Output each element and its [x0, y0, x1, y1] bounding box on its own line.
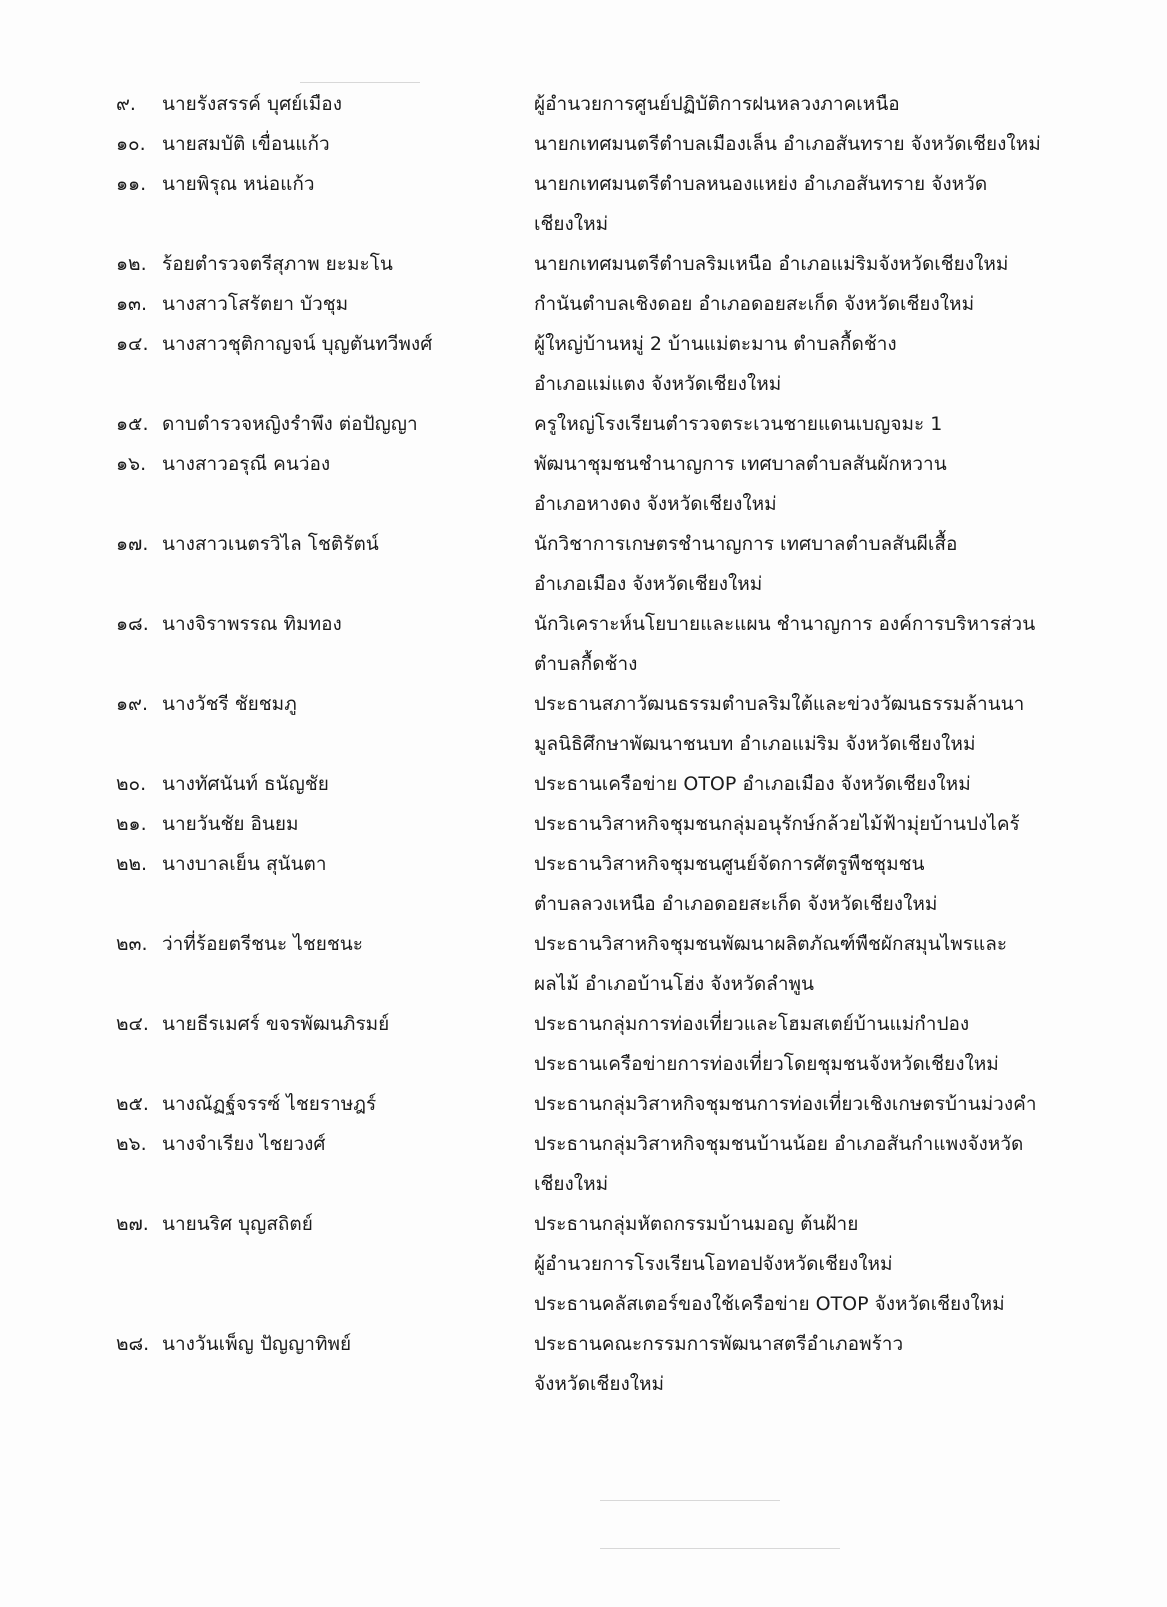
member-name: นางทัศนันท์ ธนัญชัย	[162, 773, 329, 795]
member-entry	[116, 924, 1076, 1004]
member-position	[534, 444, 1074, 524]
position-line: นายกเทศมนตรีตำบลหนองแหย่ง อำเภอสันทราย จังหวัด	[534, 173, 988, 195]
member-position	[534, 284, 1074, 324]
member-position	[534, 1204, 1074, 1324]
member-name: นางสาวโสรัตยา บัวชุม	[162, 293, 349, 315]
entry-number: ๑๑.	[116, 173, 147, 195]
member-position	[534, 924, 1074, 1004]
entry-number: ๑๗.	[116, 533, 149, 555]
position-line: พัฒนาชุมชนชำนาญการ เทศบาลตำบลสันผักหวาน	[534, 453, 947, 475]
member-position	[534, 1084, 1074, 1124]
position-line: อำเภอแม่แตง จังหวัดเชียงใหม่	[534, 373, 782, 395]
position-line: ตำบลลวงเหนือ อำเภอดอยสะเก็ด จังหวัดเชียงใหม่	[534, 893, 938, 915]
position-line: อำเภอหางดง จังหวัดเชียงใหม่	[534, 493, 777, 515]
member-name: นางวัชรี ชัยชมภู	[162, 693, 297, 715]
entry-number: ๒๐.	[116, 773, 147, 795]
position-line: ประธานวิสาหกิจชุมชนพัฒนาผลิตภัณฑ์พืชผักสมุนไพรและ	[534, 933, 1008, 955]
member-name: นายนริศ บุญสถิตย์	[162, 1213, 313, 1235]
position-line: ประธานกลุ่มการท่องเที่ยวและโฮมสเตย์บ้านแม่กำปอง	[534, 1013, 970, 1035]
member-entry	[116, 1204, 1076, 1324]
position-line: เชียงใหม่	[534, 1173, 609, 1195]
position-line: ผลไม้ อำเภอบ้านโฮ่ง จังหวัดลำพูน	[534, 973, 815, 995]
member-entry	[116, 124, 1076, 164]
position-line: ประธานกลุ่มหัตถกรรมบ้านมอญ ต้นฝ้าย	[534, 1213, 859, 1235]
entry-number: ๑๕.	[116, 413, 149, 435]
member-name: นางสาวชุติกาญจน์ บุญตันทวีพงศ์	[162, 333, 433, 355]
member-entry	[116, 604, 1076, 684]
position-line: นักวิเคราะห์นโยบายและแผน ชำนาญการ องค์การบริหารส่วน	[534, 613, 1036, 635]
member-position	[534, 124, 1074, 164]
member-entry	[116, 84, 1076, 124]
position-line: ประธานคณะกรรมการพัฒนาสตรีอำเภอพร้าว	[534, 1333, 904, 1355]
entry-number: ๑๖.	[116, 453, 147, 475]
position-line: ประธานกลุ่มวิสาหกิจชุมชนบ้านน้อย อำเภอสันกำแพงจังหวัด	[534, 1133, 1024, 1155]
position-line: ผู้ใหญ่บ้านหมู่ 2 บ้านแม่ตะมาน ตำบลกื้ดช้าง	[534, 333, 897, 355]
member-name: นางจำเรียง ไชยวงศ์	[162, 1133, 326, 1155]
position-line: ประธานคลัสเตอร์ของใช้เครือข่าย OTOP จังหวัดเชียงใหม่	[534, 1293, 1005, 1315]
member-entry	[116, 684, 1076, 764]
member-name: นายรังสรรค์ บุศย์เมือง	[162, 93, 342, 115]
member-name: ดาบตำรวจหญิงรำพึง ต่อปัญญา	[162, 413, 418, 435]
position-line: ผู้อำนวยการโรงเรียนโอทอปจังหวัดเชียงใหม่	[534, 1253, 893, 1275]
member-position	[534, 804, 1074, 844]
member-name: นางบาลเย็น สุนันตา	[162, 853, 327, 875]
member-position	[534, 404, 1074, 444]
entry-number: ๒๗.	[116, 1213, 149, 1235]
member-name: ว่าที่ร้อยตรีชนะ ไชยชนะ	[162, 933, 363, 955]
member-position	[534, 1324, 1074, 1404]
position-line: ประธานวิสาหกิจชุมชนกลุ่มอนุรักษ์กล้วยไม้ฟ้ามุ่ยบ้านปงไคร้	[534, 813, 1020, 835]
position-line: ประธานสภาวัฒนธรรมตำบลริมใต้และข่วงวัฒนธรรมล้านนา	[534, 693, 1025, 715]
entry-number: ๑๙.	[116, 693, 149, 715]
member-position	[534, 244, 1074, 284]
position-line: มูลนิธิศึกษาพัฒนาชนบท อำเภอแม่ริม จังหวัดเชียงใหม่	[534, 733, 976, 755]
member-position	[534, 324, 1074, 404]
member-name: นางณัฏฐ์จรรซ์ ไชยราษฎร์	[162, 1093, 377, 1115]
entry-number: ๑๐.	[116, 133, 146, 155]
member-entry	[116, 844, 1076, 924]
member-entry	[116, 1324, 1076, 1404]
member-name: ร้อยตำรวจตรีสุภาพ ยะมะโน	[162, 253, 393, 275]
member-name: นายวันชัย อินยม	[162, 813, 299, 835]
member-entry	[116, 1004, 1076, 1084]
member-name: นางสาวเนตรวิไล โชติรัตน์	[162, 533, 379, 555]
position-line: นายกเทศมนตรีตำบลเมืองเล็น อำเภอสันทราย จังหวัดเชียงใหม่	[534, 133, 1041, 155]
position-line: ประธานเครือข่ายการท่องเที่ยวโดยชุมชนจังหวัดเชียงใหม่	[534, 1053, 999, 1075]
member-name: นายธีรเมศร์ ขจรพัฒนภิรมย์	[162, 1013, 390, 1035]
member-name: นางวันเพ็ญ ปัญญาทิพย์	[162, 1333, 352, 1355]
position-line: ประธานกลุ่มวิสาหกิจชุมชนการท่องเที่ยวเชิงเกษตรบ้านม่วงคำ	[534, 1093, 1037, 1115]
member-entry	[116, 164, 1076, 244]
position-line: กำนันตำบลเชิงดอย อำเภอดอยสะเก็ด จังหวัดเชียงใหม่	[534, 293, 975, 315]
position-line: นายกเทศมนตรีตำบลริมเหนือ อำเภอแม่ริมจังหวัดเชียงใหม่	[534, 253, 1009, 275]
member-entry	[116, 1084, 1076, 1124]
member-entry	[116, 244, 1076, 284]
scan-artifact	[600, 1500, 780, 1501]
member-name: นางสาวอรุณี คนว่อง	[162, 453, 331, 475]
position-line: ประธานเครือข่าย OTOP อำเภอเมือง จังหวัดเชียงใหม่	[534, 773, 971, 795]
entry-number: ๒๒.	[116, 853, 148, 875]
entry-number: ๑๓.	[116, 293, 148, 315]
position-line: ตำบลกื้ดช้าง	[534, 653, 638, 675]
member-position	[534, 84, 1074, 124]
position-line: นักวิชาการเกษตรชำนาญการ เทศบาลตำบลสันผีเสื้อ	[534, 533, 958, 555]
member-position	[534, 684, 1074, 764]
member-position	[534, 844, 1074, 924]
scan-artifact	[600, 1548, 840, 1549]
entry-number: ๒๔.	[116, 1013, 149, 1035]
member-name: นางจิราพรรณ ทิมทอง	[162, 613, 342, 635]
entry-number: ๑๔.	[116, 333, 149, 355]
position-line: ครูใหญ่โรงเรียนตำรวจตระเวนชายแดนเบญจมะ 1	[534, 413, 943, 435]
member-name: นายพิรุณ หน่อแก้ว	[162, 173, 315, 195]
position-line: เชียงใหม่	[534, 213, 609, 235]
entry-number: ๒๘.	[116, 1333, 150, 1355]
entry-number: ๒๑.	[116, 813, 147, 835]
position-line: ประธานวิสาหกิจชุมชนศูนย์จัดการศัตรูพืชชุมชน	[534, 853, 925, 875]
member-position	[534, 164, 1074, 244]
entry-number: ๙.	[116, 93, 136, 115]
member-name: นายสมบัติ เขื่อนแก้ว	[162, 133, 330, 155]
committee-member-list	[116, 84, 1076, 1404]
member-position	[534, 764, 1074, 804]
entry-number: ๑๒.	[116, 253, 147, 275]
member-entry	[116, 524, 1076, 604]
member-position	[534, 524, 1074, 604]
member-entry	[116, 284, 1076, 324]
member-entry	[116, 1124, 1076, 1204]
position-line: อำเภอเมือง จังหวัดเชียงใหม่	[534, 573, 763, 595]
entry-number: ๒๓.	[116, 933, 148, 955]
member-entry	[116, 764, 1076, 804]
entry-number: ๑๘.	[116, 613, 149, 635]
position-line: ผู้อำนวยการศูนย์ปฏิบัติการฝนหลวงภาคเหนือ	[534, 93, 900, 115]
member-entry	[116, 404, 1076, 444]
member-position	[534, 604, 1074, 684]
position-line: จังหวัดเชียงใหม่	[534, 1373, 665, 1395]
member-position	[534, 1124, 1074, 1204]
scan-artifact	[300, 82, 420, 83]
member-position	[534, 1004, 1074, 1084]
member-entry	[116, 804, 1076, 844]
member-entry	[116, 324, 1076, 404]
member-entry	[116, 444, 1076, 524]
entry-number: ๒๕.	[116, 1093, 149, 1115]
entry-number: ๒๖.	[116, 1133, 147, 1155]
